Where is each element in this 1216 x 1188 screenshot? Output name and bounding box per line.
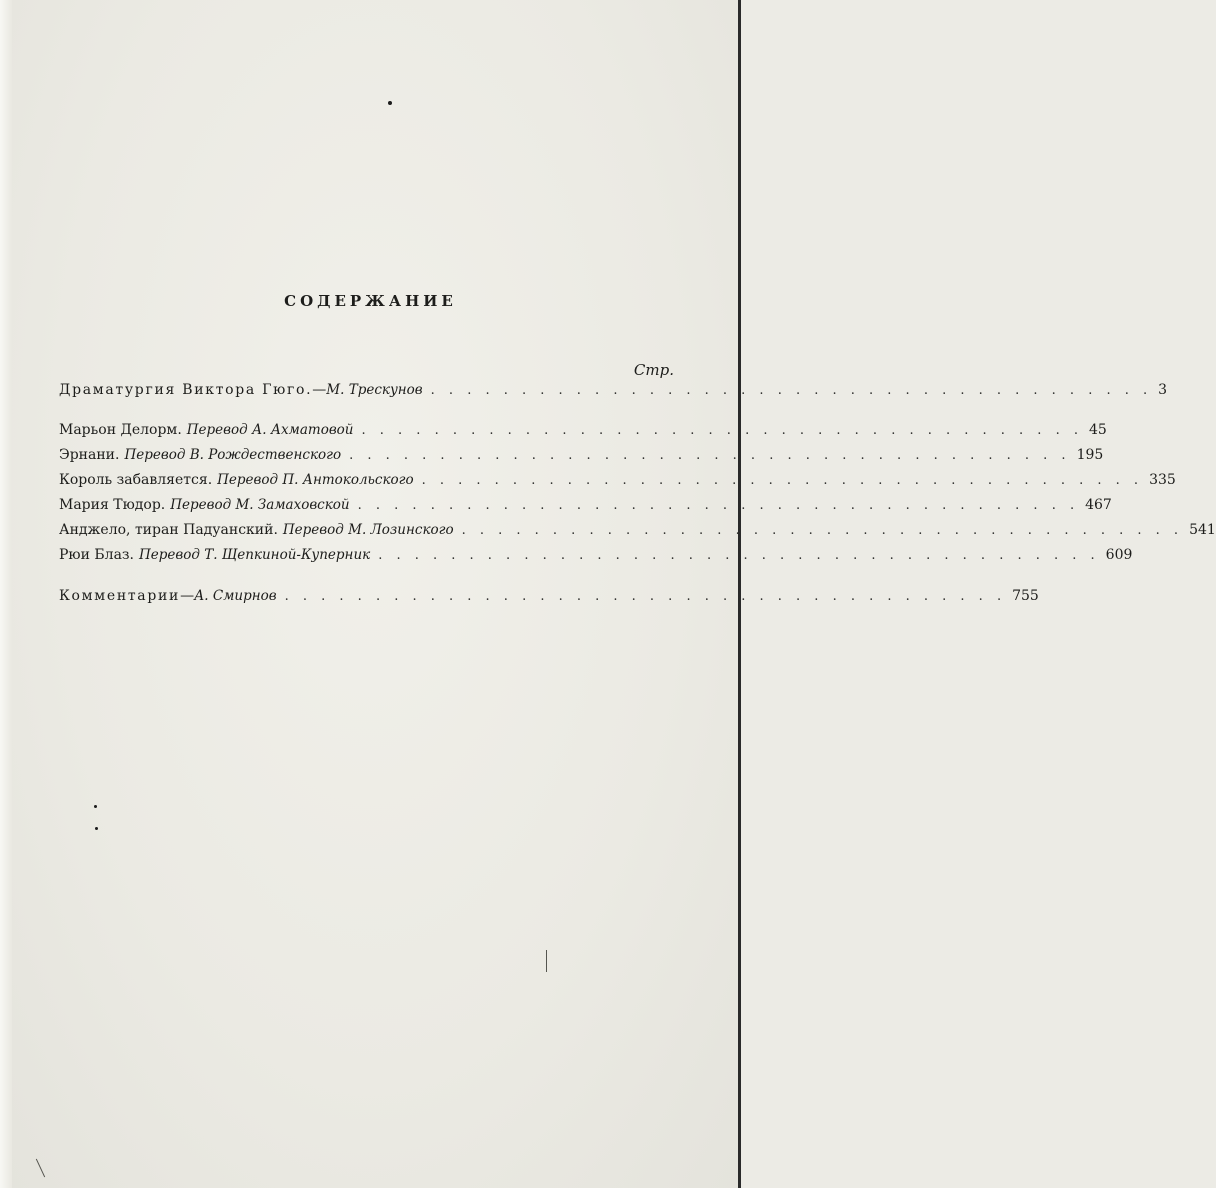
fiber-mark: [36, 1159, 45, 1178]
toc-entry: [59, 382, 1168, 404]
entry-page-number: 335: [1149, 472, 1176, 488]
page-column-label: Стр.: [633, 361, 674, 379]
entry-translator: М. Трескунов: [326, 382, 423, 398]
contents-heading: СОДЕРЖАНИЕ: [284, 292, 457, 310]
ink-speck: [95, 827, 98, 830]
dot-leader: . . . . . . . . . . . . . . . . . . . . . . . . . . . . . . . . . . . . . . . .: [349, 448, 1071, 463]
fiber-mark: [546, 950, 547, 972]
entry-translator: Перевод П. Антокольского: [217, 472, 414, 488]
toc-entry: [59, 522, 1216, 544]
entry-page-number: 755: [1012, 588, 1039, 604]
toc-entry: [59, 547, 1133, 569]
dot-leader: . . . . . . . . . . . . . . . . . . . . . . . . . . . . . . . . . . . . . . . .: [361, 423, 1083, 438]
entry-title: Рюи Блаз.: [59, 547, 135, 563]
entry-translator: Перевод М. Замаховской: [170, 497, 350, 513]
entry-title: Король забавляется.: [59, 472, 213, 488]
entry-page-number: 541: [1189, 522, 1216, 538]
entry-page-number: 3: [1158, 382, 1168, 398]
entry-translator: Перевод Т. Щепкиной-Куперник: [139, 547, 371, 563]
toc-entry: [59, 422, 1107, 444]
dot-leader: . . . . . . . . . . . . . . . . . . . . . . . . . . . . . . . . . . . . . . . .: [357, 498, 1080, 513]
dot-leader: . . . . . . . . . . . . . . . . . . . . . . . . . . . . . . . . . . . . . . . .: [378, 548, 1100, 563]
entry-page-number: 609: [1105, 547, 1133, 563]
dot-leader: . . . . . . . . . . . . . . . . . . . . . . . . . . . . . . . . . . . . . . . .: [461, 523, 1184, 538]
entry-page-number: 45: [1088, 422, 1107, 438]
entry-separator: —: [180, 588, 195, 604]
entry-title: Марьон Делорм.: [59, 422, 182, 438]
entry-page-number: 467: [1085, 497, 1112, 513]
entry-translator: А. Смирнов: [194, 588, 277, 604]
dot-leader: . . . . . . . . . . . . . . . . . . . . . . . . . . . . . . . . . . . . . . . .: [284, 589, 1007, 604]
toc-entry: [59, 588, 1039, 610]
toc-entry: [59, 472, 1176, 494]
entry-title: Мария Тюдор.: [59, 497, 166, 513]
ink-speck: [388, 101, 392, 105]
page-left-edge: [0, 0, 12, 1188]
entry-title: Эрнани.: [59, 447, 120, 463]
dot-leader: . . . . . . . . . . . . . . . . . . . . . . . . . . . . . . . . . . . . . . . .: [421, 473, 1144, 488]
entry-translator: Перевод М. Лозинского: [282, 522, 454, 538]
ink-speck: [94, 805, 97, 808]
entry-title: Драматургия Виктора Гюго.: [59, 382, 313, 398]
entry-separator: —: [312, 382, 327, 398]
entry-title: Анджело, тиран Падуанский.: [59, 522, 278, 538]
entry-page-number: 195: [1076, 447, 1104, 463]
entry-translator: Перевод В. Рождественского: [124, 447, 342, 463]
toc-entry: [59, 497, 1112, 519]
toc-entry: [59, 447, 1104, 469]
entry-title: Комментарии: [59, 588, 181, 604]
entry-translator: Перевод А. Ахматовой: [186, 422, 354, 438]
dot-leader: . . . . . . . . . . . . . . . . . . . . . . . . . . . . . . . . . . . . . . . .: [430, 383, 1153, 398]
